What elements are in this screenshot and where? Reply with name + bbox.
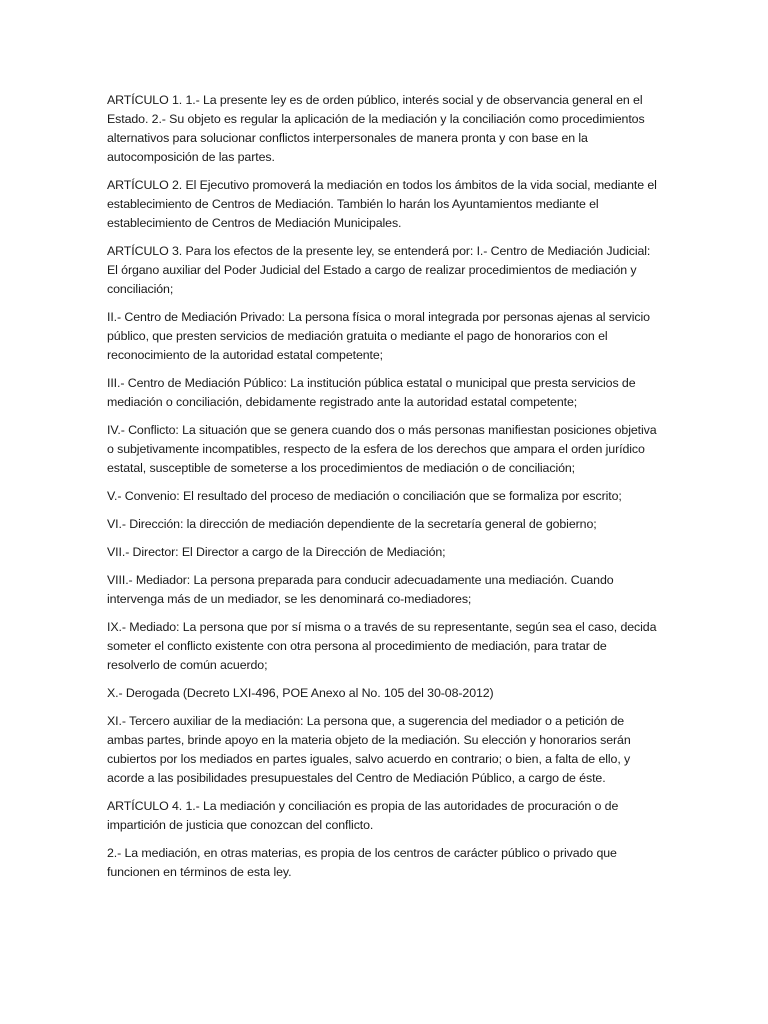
paragraph-articulo-3: ARTÍCULO 3. Para los efectos de la presente ley, se entenderá por: I.- Centro de Mediación Judicial: El órgano auxiliar del Poder Judicial del Estado a cargo de realizar procedimientos de mediación y conciliación; [107, 244, 651, 296]
paragraph-articulo-2: ARTÍCULO 2. El Ejecutivo promoverá la mediación en todos los ámbitos de la vida social, mediante el establecimiento de Centros de Mediación. También lo harán los Ayuntamientos mediante el establecimiento de Centros de Mediación Municipales. [107, 178, 657, 230]
paragraph-articulo-4-numeral-2: 2.- La mediación, en otras materias, es propia de los centros de carácter público o privado que funcionen en términos de esta ley. [107, 846, 617, 879]
paragraph-fraccion-vi: VI.- Dirección: la dirección de mediación dependiente de la secretaría general de gobierno; [107, 517, 597, 531]
paragraph-fraccion-iii: III.- Centro de Mediación Público: La institución pública estatal o municipal que presta servicios de mediación o conciliación, debidamente registrado ante la autoridad estatal competente; [107, 376, 636, 409]
paragraph-fraccion-xi: XI.- Tercero auxiliar de la mediación: La persona que, a sugerencia del mediador o a petición de ambas partes, brinde apoyo en la materia objeto de la mediación. Su elección y honorarios serán cubiertos por los mediados en partes iguales, salvo acuerdo en contrario; o bien, a falta de ello, y acorde a las posibilidades presupuestales del Centro de Mediación Público, a cargo de éste. [107, 714, 631, 785]
paragraph-fraccion-viii: VIII.- Mediador: La persona preparada para conducir adecuadamente una mediación. Cuando intervenga más de un mediador, se les denominará co-mediadores; [107, 573, 614, 606]
paragraph-fraccion-iv: IV.- Conflicto: La situación que se genera cuando dos o más personas manifiestan posiciones objetiva o subjetivamente incompatibles, respecto de la esfera de los derechos que ampara el orden jurídico estatal, susceptible de someterse a los procedimientos de mediación o de conciliación; [107, 423, 657, 475]
paragraph-fraccion-x: X.- Derogada (Decreto LXI-496, POE Anexo al No. 105 del 30-08-2012) [107, 686, 494, 700]
paragraph-fraccion-v: V.- Convenio: El resultado del proceso de mediación o conciliación que se formaliza por escrito; [107, 489, 622, 503]
document-body [107, 91, 662, 891]
paragraph-articulo-1: ARTÍCULO 1. 1.- La presente ley es de orden público, interés social y de observancia general en el Estado. 2.- Su objeto es regular la aplicación de la mediación y la conciliación como procedimientos alternativos para solucionar conflictos interpersonales de manera pronta y con base en la autocomposición de las partes. [107, 93, 645, 164]
paragraph-fraccion-ix: IX.- Mediado: La persona que por sí misma o a través de su representante, según sea el caso, decida someter el conflicto existente con otra persona al procedimiento de mediación, para tratar de resolverlo de común acuerdo; [107, 620, 657, 672]
paragraph-fraccion-vii: VII.- Director: El Director a cargo de la Dirección de Mediación; [107, 545, 446, 559]
paragraph-articulo-4: ARTÍCULO 4. 1.- La mediación y conciliación es propia de las autoridades de procuración o de impartición de justicia que conozcan del conflicto. [107, 799, 619, 832]
paragraph-fraccion-ii: II.- Centro de Mediación Privado: La persona física o moral integrada por personas ajenas al servicio público, que presten servicios de mediación gratuita o mediante el pago de honorarios con el reconocimiento de la autoridad estatal competente; [107, 310, 650, 362]
